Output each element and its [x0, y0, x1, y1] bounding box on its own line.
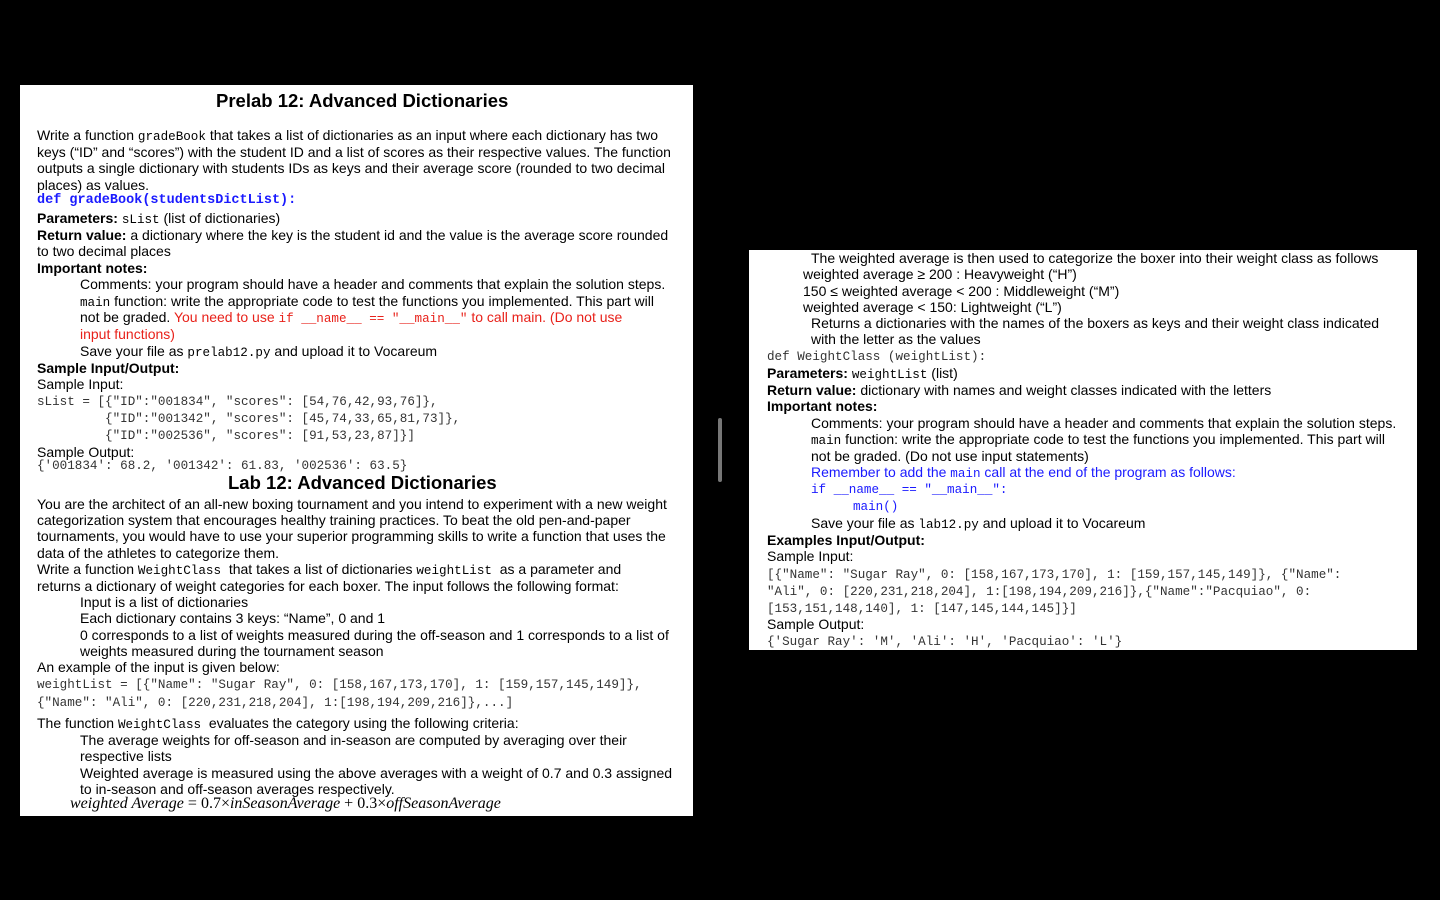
evaluation-line: The function WeightClass evaluates the category using the following criteria:	[37, 715, 519, 732]
intro-line-3: outputs a single dictionary with students IDs as keys and their average score (rounded to two decimal	[37, 160, 665, 176]
category-line: with the letter as the values	[811, 331, 981, 347]
note-main-function: main function: write the appropriate code to test the functions you implemented. This part will	[811, 431, 1385, 448]
code-main-call: main()	[853, 500, 899, 514]
prelab-title: Prelab 12: Advanced Dictionaries	[216, 90, 509, 111]
lab-intro-line: You are the architect of an all-new boxing tournament and you intend to experiment with a new weight	[37, 496, 667, 512]
sample-input-line: [153,151,148,140], 1: [147,145,144,145]}]	[767, 602, 1077, 616]
sample-output-label: Sample Output:	[37, 444, 135, 460]
note-save-file: Save your file as prelab12.py and upload it to Vocareum	[80, 343, 438, 360]
sample-input-line: {"ID":"001342", "scores": [45,74,33,65,81,73]},	[37, 412, 461, 426]
category-line: weighted average ≥ 200 : Heavyweight (“H”)	[803, 266, 1077, 282]
note-comments: Comments: your program should have a header and comments that explain the solution steps.	[80, 276, 666, 292]
weightclass-def-line: def WeightClass (weightList):	[767, 350, 987, 364]
intro-line-4: places) as values.	[37, 177, 150, 193]
note-main-function: main function: write the appropriate code to test the functions you implemented. This part will	[80, 293, 654, 310]
format-item: Input is a list of dictionaries	[80, 594, 249, 610]
examples-label: Examples Input/Output:	[767, 532, 925, 548]
note-comments: Comments: your program should have a header and comments that explain the solution steps.	[811, 415, 1397, 431]
sample-input-label: Sample Input:	[767, 548, 854, 564]
lab-intro-line: data of the athletes to categorize them.	[37, 545, 280, 561]
note-graded-warning: not be graded. You need to use if __name__ == "__main__" to call main. (Do not use	[80, 309, 623, 326]
sample-output-value: {'001834': 68.2, '001342': 61.83, '002536': 63.5}	[37, 459, 408, 473]
criteria-item: to in-season and off-season averages respectively.	[80, 781, 395, 797]
important-notes-label: Important notes:	[37, 260, 148, 276]
gradebook-def-line: def gradeBook(studentsDictList):	[37, 193, 297, 208]
weighted-average-formula: weighted Average = 0.7×inSeasonAverage + 0.3×offSeasonAverage	[70, 795, 501, 812]
category-line: The weighted average is then used to categorize the boxer into their weight class as follows	[811, 250, 1379, 266]
left-document-page	[20, 85, 693, 816]
example-code-line: {"Name": "Ali", 0: [220,231,218,204], 1:[198,194,209,216]},...]	[37, 696, 514, 710]
weightclass-intro-line: Write a function WeightClass that takes a list of dictionaries weightList as a parameter and	[37, 561, 622, 578]
weightclass-intro-line-2: returns a dictionary of weight categories for each boxer. The input follows the following format:	[37, 578, 619, 594]
format-item: Each dictionary contains 3 keys: “Name”, 0 and 1	[80, 610, 386, 626]
code-if-main: if __name__ == "__main__":	[811, 483, 1008, 497]
lab-title: Lab 12: Advanced Dictionaries	[228, 472, 497, 493]
note-graded: not be graded. (Do not use input statements)	[811, 448, 1089, 464]
sample-output-value: {'Sugar Ray': 'M', 'Ali': 'H', 'Pacquiao': 'L'}	[767, 635, 1123, 649]
return-value-line-2: to two decimal places	[37, 243, 171, 259]
criteria-item: respective lists	[80, 748, 172, 764]
split-view-divider-handle[interactable]	[718, 418, 722, 482]
sample-input-line: [{"Name": "Sugar Ray", 0: [158,167,173,170], 1: [159,157,145,149]}, {"Name":	[767, 568, 1342, 582]
intro-line-2: keys (“ID” and “scores”) with the student ID and a list of scores as their respective values. The function	[37, 144, 671, 160]
sample-input-line: "Ali", 0: [220,231,218,204], 1:[198,194,209,216]},{"Name":"Pacquiao", 0:	[767, 585, 1312, 599]
note-save-file: Save your file as lab12.py and upload it to Vocareum	[811, 515, 1146, 532]
sample-input-line: sList = [{"ID":"001834", "scores": [54,76,42,93,76]},	[37, 395, 438, 409]
right-document-page	[749, 250, 1417, 650]
sample-input-line: {"ID":"002536", "scores": [91,53,23,87]}]	[37, 429, 415, 443]
return-value-line: Return value: a dictionary where the key is the student id and the value is the average score rounded	[37, 227, 669, 243]
category-line: Returns a dictionaries with the names of the boxers as keys and their weight class indicated	[811, 315, 1380, 331]
example-label: An example of the input is given below:	[37, 659, 280, 675]
note-input-functions: input functions)	[80, 326, 175, 342]
parameters-line: Parameters: weightList (list)	[767, 365, 958, 382]
parameters-line: Parameters: sList (list of dictionaries)	[37, 210, 281, 227]
criteria-item: Weighted average is measured using the above averages with a weight of 0.7 and 0.3 assigned	[80, 765, 673, 781]
category-line: weighted average < 150: Lightweight (“L”)	[803, 299, 1062, 315]
intro-line-1: Write a function gradeBook that takes a list of dictionaries as an input where each dictionary has two	[37, 127, 659, 144]
note-remember-main: Remember to add the main call at the end of the program as follows:	[811, 464, 1236, 481]
format-item: 0 corresponds to a list of weights measured during the off-season and 1 corresponds to a list of	[80, 627, 669, 643]
return-value-line: Return value: dictionary with names and weight classes indicated with the letters	[767, 382, 1272, 398]
category-line: 150 ≤ weighted average < 200 : Middleweight (“M”)	[803, 283, 1120, 299]
sample-output-label: Sample Output:	[767, 616, 865, 632]
sample-io-label: Sample Input/Output:	[37, 360, 180, 376]
criteria-item: The average weights for off-season and in-season are computed by averaging over their	[80, 732, 627, 748]
format-item: weights measured during the tournament season	[80, 643, 384, 659]
example-code-line: weightList = [{"Name": "Sugar Ray", 0: [158,167,173,170], 1: [159,157,145,149]},	[37, 678, 642, 692]
lab-intro-line: categorization system that encourages healthy training practices. To beat the old pen-and-paper	[37, 512, 631, 528]
important-notes-label: Important notes:	[767, 398, 878, 414]
sample-input-label: Sample Input:	[37, 376, 124, 392]
lab-intro-line: tournaments, you would have to use your superior programming skills to write a function that uses the	[37, 528, 666, 544]
